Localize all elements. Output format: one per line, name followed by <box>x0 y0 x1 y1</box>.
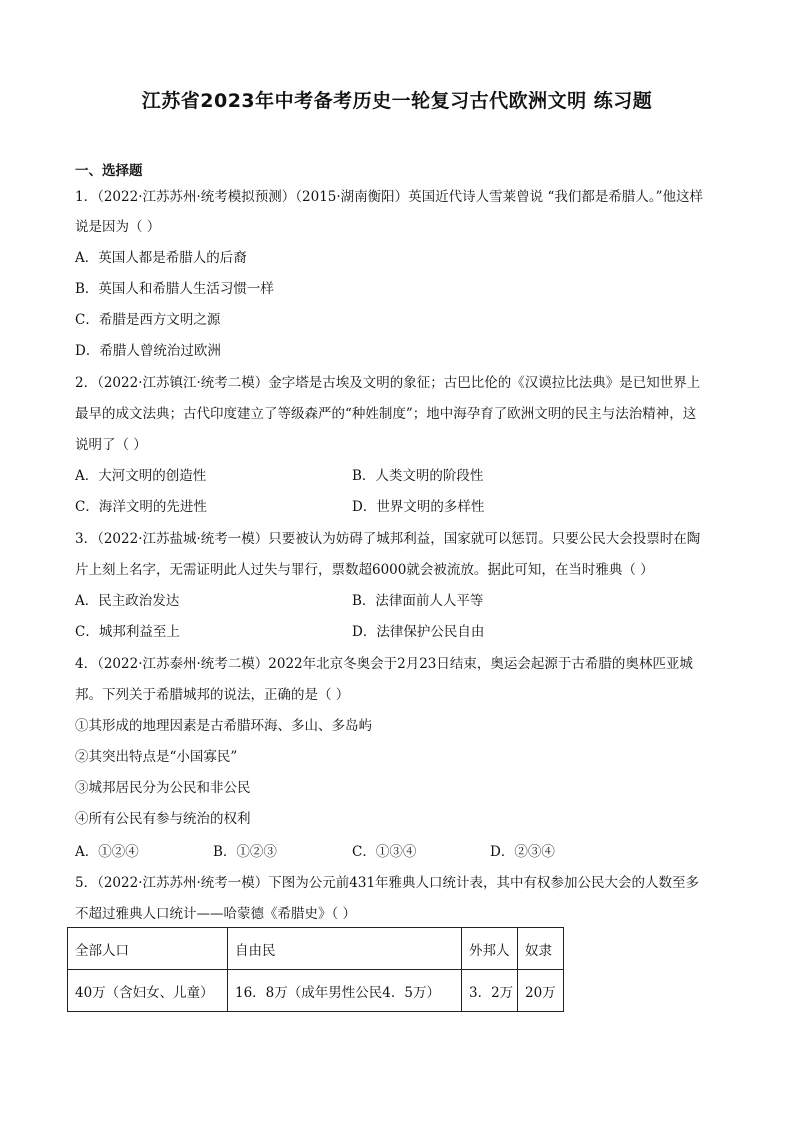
question-2-stem-cont: 说明了（ ） <box>75 437 147 453</box>
table-header-cell: 外邦人 <box>462 928 518 970</box>
question-2-stem: 2．（2022·江苏镇江·统考二模）金字塔是古埃及文明的象征；古巴比伦的《汉谟拉比法典》是已知世界上 <box>75 375 701 391</box>
question-2-option-d: D．世界文明的多样性 <box>352 499 485 515</box>
table-header-cell: 全部人口 <box>68 928 228 970</box>
question-1-stem: 1．（2022·江苏苏州·统考模拟预测）（2015·湖南衡阳）英国近代诗人雪莱曾说 “我们都是希腊人。”他这样 <box>75 189 704 205</box>
question-3-stem-cont: 片上刻上名字，无需证明此人过失与罪行，票数超6000就会被流放。据此可知，在当时雅典（ ） <box>75 562 654 578</box>
question-2-options-row <box>75 466 725 486</box>
table-row <box>68 970 564 1012</box>
question-4-statement: ①其形成的地理因素是古希腊环海、多山、多岛屿 <box>75 718 372 734</box>
question-1-option-c: C．希腊是西方文明之源 <box>75 312 221 328</box>
question-3-options-row <box>75 591 725 611</box>
table-cell: 20万 <box>518 970 564 1012</box>
question-2-options-row <box>75 497 725 517</box>
question-1-stem-cont: 说是因为（ ） <box>75 219 161 235</box>
question-5-stem: 5．（2022·江苏苏州·统考一模）下图为公元前431年雅典人口统计表，其中有权参加公民大会的人数至多 <box>75 875 700 891</box>
table-header-cell: 自由民 <box>228 928 462 970</box>
question-3-option-d: D．法律保护公民自由 <box>352 624 485 640</box>
question-3-option-c: C．城邦利益至上 <box>75 624 180 640</box>
question-4-statement: ③城邦居民分为公民和非公民 <box>75 780 251 796</box>
question-2-option-c: C．海洋文明的先进性 <box>75 499 207 515</box>
question-3-stem: 3．（2022·江苏盐城·统考一模）只要被认为妨碍了城邦利益，国家就可以惩罚。只要公民大会投票时在陶 <box>75 531 701 547</box>
question-4-stem: 4．（2022·江苏泰州·统考二模）2022年北京冬奥会于2月23日结束，奥运会起源于古希腊的奥林匹亚城 <box>75 656 693 672</box>
page-title: 江苏省2023年中考备考历史一轮复习古代欧洲文明 练习题 <box>141 90 653 112</box>
question-4-option-d: D．②③④ <box>490 844 555 860</box>
question-3-option-b: B．法律面前人人平等 <box>352 593 484 609</box>
question-3-options-row <box>75 622 725 642</box>
question-2-stem-cont: 最早的成文法典；古代印度建立了等级森严的“种姓制度”；地中海孕育了欧洲文明的民主与法治精神，这 <box>75 406 697 422</box>
question-4-stem-cont: 邦。下列关于希腊城邦的说法，正确的是（ ） <box>75 687 350 703</box>
table-cell: 3．2万 <box>462 970 518 1012</box>
table-header-cell: 奴隶 <box>518 928 564 970</box>
question-2-option-b: B．人类文明的阶段性 <box>352 468 484 484</box>
section-heading: 一、选择题 <box>75 163 143 179</box>
question-1-option-d: D．希腊人曾统治过欧洲 <box>75 343 221 359</box>
question-1-option-a: A．英国人都是希腊人的后裔 <box>75 250 247 266</box>
question-3-option-a: A．民主政治发达 <box>75 593 180 609</box>
table-header-row <box>68 928 564 970</box>
question-4-statement: ④所有公民有参与统治的权利 <box>75 811 251 827</box>
table-cell: 40万（含妇女、儿童） <box>68 970 228 1012</box>
question-4-option-b: B．①②③ <box>213 844 277 860</box>
population-table <box>67 927 564 1012</box>
question-4-option-c: C．①③④ <box>352 844 417 860</box>
question-2-option-a: A．大河文明的创造性 <box>75 468 207 484</box>
question-1-option-b: B．英国人和希腊人生活习惯一样 <box>75 281 274 297</box>
question-4-option-a: A．①②④ <box>75 844 139 860</box>
table-cell: 16．8万（成年男性公民4．5万） <box>228 970 462 1012</box>
question-4-statement: ②其突出特点是“小国寡民” <box>75 749 238 765</box>
question-5-stem-cont: 不超过雅典人口统计——哈蒙德《希腊史》（ ） <box>75 906 357 922</box>
